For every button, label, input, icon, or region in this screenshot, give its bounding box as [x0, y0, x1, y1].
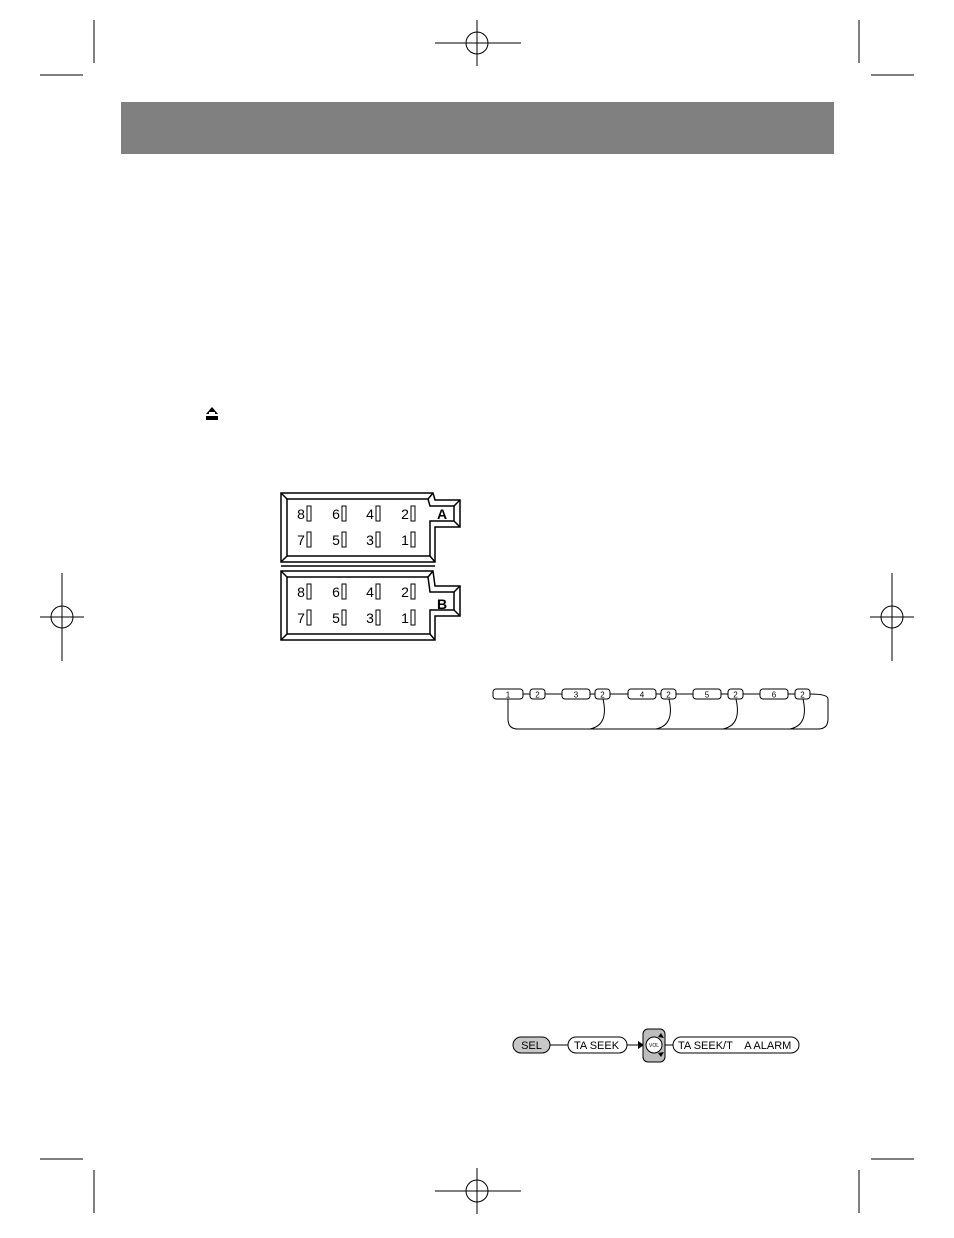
- ta-seek-label: TA SEEK: [574, 1040, 620, 1052]
- connector-pin-slot: [307, 532, 311, 547]
- connector-pin-number: 7: [297, 532, 305, 548]
- connector-pin-slot: [307, 610, 311, 625]
- eject-icon: [204, 406, 220, 422]
- connector-pin-slot: [411, 506, 415, 521]
- preset-box-label: 2: [535, 690, 540, 700]
- preset-arc: [723, 699, 737, 729]
- connector-pin-number: 2: [401, 584, 409, 600]
- vol-knob-label: VOL: [648, 1043, 660, 1049]
- connector-pin-slot: [411, 584, 415, 599]
- ta-flow-diagram: [510, 1026, 805, 1066]
- vol-knob[interactable]: [643, 1029, 665, 1062]
- connector-pin-slot: [376, 532, 380, 547]
- iso-connector-diagram: [275, 488, 470, 646]
- preset-sequence-diagram: [490, 685, 834, 733]
- sel-button-label: SEL: [521, 1040, 542, 1052]
- connector-pin-slot: [342, 506, 346, 521]
- preset-box-label: 6: [771, 690, 777, 700]
- preset-box-label: 2: [600, 690, 605, 700]
- preset-box-label: 5: [704, 690, 710, 700]
- connector-pin-number: 8: [297, 584, 305, 600]
- connector-pin-number: 5: [332, 532, 340, 548]
- connector-label-b: B: [436, 596, 448, 612]
- preset-arc: [590, 699, 604, 729]
- preset-arc: [656, 699, 670, 729]
- connector-pin-number: 7: [297, 610, 305, 626]
- connector-pin-slot: [411, 610, 415, 625]
- connector-pin-number: 5: [332, 610, 340, 626]
- connector-pin-slot: [376, 610, 380, 625]
- ta-seek-alarm-label: TA SEEK/T A ALARM: [678, 1040, 792, 1052]
- connector-pin-number: 6: [332, 506, 340, 522]
- connector-pin-slot: [411, 532, 415, 547]
- preset-box-label: 3: [573, 690, 579, 700]
- connector-pin-number: 1: [401, 532, 409, 548]
- connector-pin-slot: [342, 610, 346, 625]
- connector-pin-slot: [307, 506, 311, 521]
- preset-box-label: 1: [505, 690, 511, 700]
- preset-box-label: 2: [733, 690, 738, 700]
- connector-pin-slot: [376, 584, 380, 599]
- connector-pin-number: 2: [401, 506, 409, 522]
- connector-pin-number: 4: [366, 584, 374, 600]
- connector-pin-number: 1: [401, 610, 409, 626]
- connector-pin-slot: [342, 532, 346, 547]
- preset-box-label: 2: [800, 690, 805, 700]
- connector-pin-slot: [307, 584, 311, 599]
- connector-pin-slot: [376, 506, 380, 521]
- preset-box-label: 2: [666, 690, 671, 700]
- connector-pin-number: 6: [332, 584, 340, 600]
- connector-pin-number: 3: [366, 532, 374, 548]
- preset-box-label: 4: [639, 690, 645, 700]
- connector-pin-number: 3: [366, 610, 374, 626]
- connector-pin-number: 8: [297, 506, 305, 522]
- connector-pin-number: 4: [366, 506, 374, 522]
- header-bar: [121, 102, 834, 154]
- preset-arc: [790, 699, 804, 729]
- connector-pin-slot: [342, 584, 346, 599]
- connector-label-a: A: [436, 506, 448, 522]
